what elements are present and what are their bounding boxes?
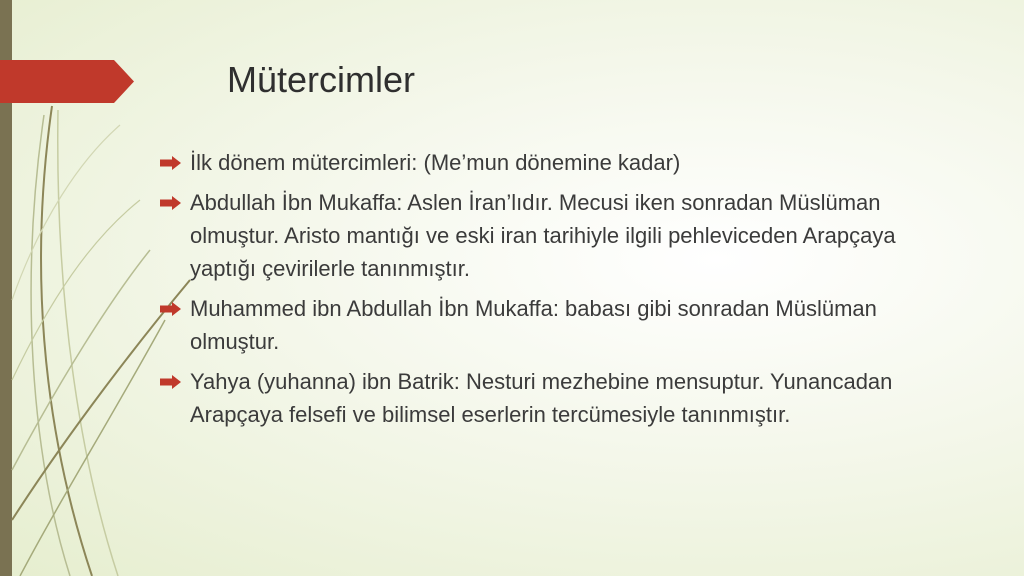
bullet-text: Muhammed ibn Abdullah İbn Mukaffa: babası gibi sonradan Müslüman olmuştur.	[190, 296, 877, 354]
slide-title: Mütercimler	[227, 59, 416, 100]
arrow-right-icon	[160, 375, 182, 389]
bullet-item	[160, 365, 960, 431]
bullet-text: Abdullah İbn Mukaffa: Aslen İran’lıdır. Mecusi iken sonradan Müslüman olmuştur. Aristo mantığı ve eski iran tarihiyle ilgili pehleviceden Arapçaya yaptığı çevirilerle tanınmıştır.	[190, 190, 896, 281]
bullet-item	[160, 186, 960, 285]
arrow-right-icon	[160, 302, 182, 316]
stem-3	[58, 110, 118, 576]
bullet-text: İlk dönem mütercimleri: (Me’mun dönemine kadar)	[190, 150, 681, 175]
bullet-item	[160, 146, 960, 179]
stem-1	[41, 106, 92, 576]
stem-7	[12, 125, 120, 300]
bullet-item	[160, 292, 960, 358]
arrow-right-icon	[160, 156, 182, 170]
bullet-list	[160, 146, 960, 438]
bullet-text: Yahya (yuhanna) ibn Batrik: Nesturi mezhebine mensuptur. Yunancadan Arapçaya felsefi ve bilimsel eserlerin tercümesiyle tanınmıştır.	[190, 369, 893, 427]
arrow-right-icon	[160, 196, 182, 210]
title-accent-arrow	[0, 60, 134, 103]
stem-2	[31, 115, 70, 576]
